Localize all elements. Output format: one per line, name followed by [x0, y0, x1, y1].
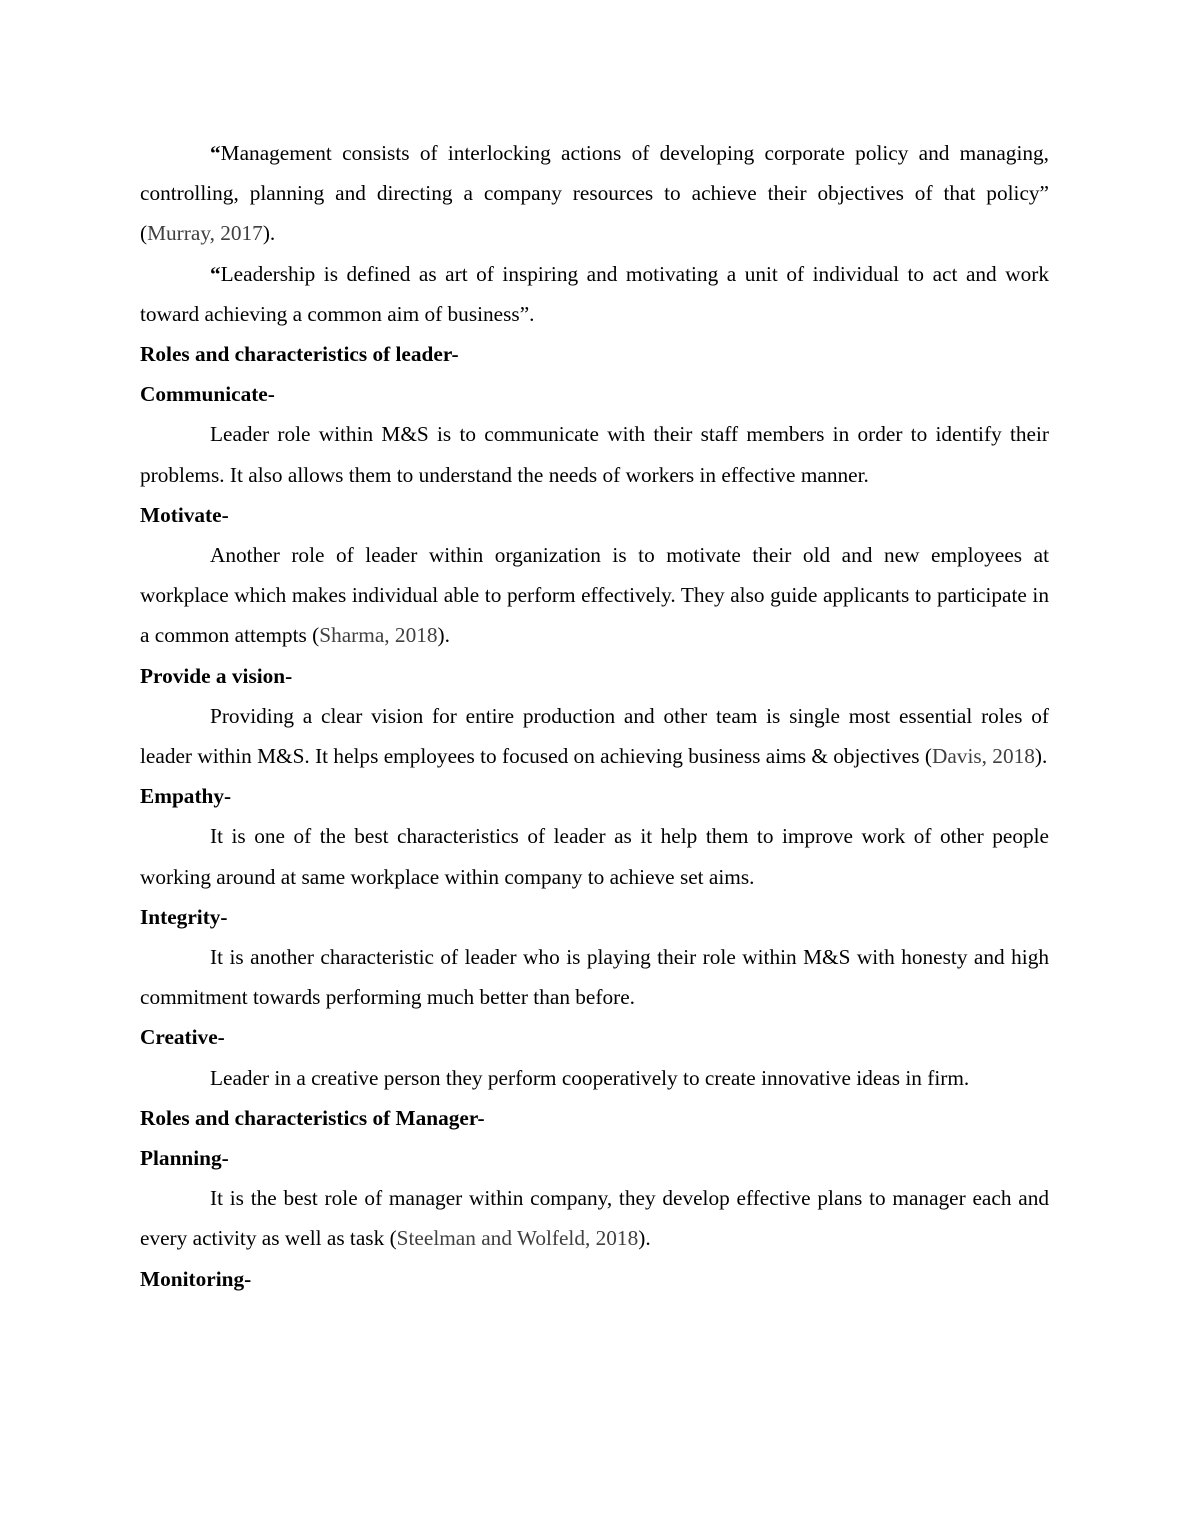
vision-heading: Provide a vision- [140, 663, 293, 688]
empathy-heading: Empathy- [140, 784, 232, 809]
planning-text: It is the best role of manager within company, they develop effective plans to manager each and every activity as well as task ( [140, 1186, 1049, 1251]
open-quote: “ [210, 261, 221, 286]
integrity-heading: Integrity- [140, 904, 228, 929]
empathy-paragraph: It is one of the best characteristics of leader as it help them to improve work of other people working around at same workplace within company to achieve set aims. [140, 824, 1049, 889]
motivate-heading: Motivate- [140, 502, 229, 527]
manager-section-title: Roles and characteristics of Manager- [140, 1105, 485, 1130]
vision-text: Providing a clear vision for entire production and other team is single most essential roles of leader within M&S. It helps employees to focused on achieving business aims & objectives ( [140, 703, 1049, 769]
motivate-text: Another role of leader within organization is to motivate their old and new employees at workplace which makes individual able to perform effectively. They also guide applicants to participate in a common attempts ( [140, 543, 1049, 648]
citation-murray: Murray, 2017 [147, 221, 263, 246]
citation-steelman: Steelman and Wolfeld, 2018 [396, 1226, 639, 1251]
planning-paragraph [140, 1178, 1049, 1258]
leadership-definition-paragraph [140, 254, 1049, 334]
communicate-paragraph: Leader role within M&S is to communicate with their staff members in order to identify their problems. It also allows them to understand the needs of workers in effective manner. [140, 422, 1049, 487]
leadership-definition-text: Leadership is defined as art of inspiring and motivating a unit of individual to act and work toward achieving a common aim of business”. [140, 261, 1049, 326]
document-page [140, 133, 1049, 1299]
citation-close: ). [638, 1226, 651, 1251]
vision-paragraph [140, 696, 1049, 776]
citation-davis: Davis, 2018 [931, 744, 1035, 769]
management-definition-paragraph [140, 133, 1049, 254]
creative-heading: Creative- [140, 1025, 225, 1050]
management-definition-text: Management consists of interlocking actions of developing corporate policy and managing, controlling, planning and directing a company resources to achieve their objectives of that policy” ( [140, 141, 1049, 246]
open-quote: “ [210, 141, 221, 165]
leader-section-title: Roles and characteristics of leader- [140, 342, 459, 367]
citation-close: ). [262, 221, 276, 246]
citation-close: ). [1034, 744, 1048, 769]
integrity-paragraph: It is another characteristic of leader who is playing their role within M&S with honesty and high commitment towards performing much better than before. [140, 945, 1049, 1010]
monitoring-heading: Monitoring- [140, 1266, 252, 1291]
communicate-heading: Communicate- [140, 382, 275, 407]
citation-close: ). [437, 623, 450, 648]
motivate-paragraph [140, 535, 1049, 656]
creative-paragraph: Leader in a creative person they perform cooperatively to create innovative ideas in firm. [210, 1065, 970, 1090]
citation-sharma: Sharma, 2018 [319, 623, 438, 648]
planning-heading: Planning- [140, 1146, 229, 1171]
